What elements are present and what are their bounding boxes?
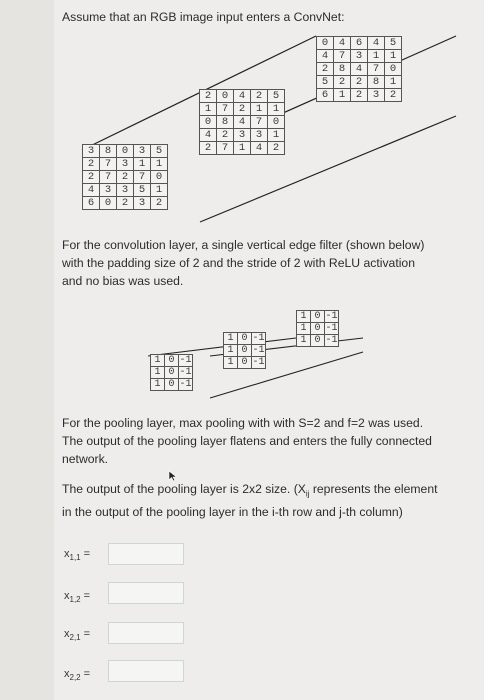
- matrix-cell: 0: [151, 171, 168, 184]
- matrix-cell: 1: [268, 103, 285, 116]
- matrix-cell: 0: [100, 197, 117, 210]
- matrix-cell: 4: [351, 63, 368, 76]
- matrix-row: [83, 197, 168, 210]
- matrix-cell: 4: [234, 116, 251, 129]
- matrix-cell: 1: [234, 142, 251, 155]
- matrix-cell: 1: [268, 129, 285, 142]
- matrix-cell: 0: [165, 367, 179, 379]
- matrix-cell: 2: [251, 90, 268, 103]
- input-channel-back: [316, 36, 402, 102]
- matrix-row: [297, 335, 339, 347]
- matrix-cell: 0: [165, 379, 179, 391]
- matrix-row: [224, 333, 266, 345]
- filter-channel-middle: [223, 332, 266, 369]
- matrix-cell: 2: [334, 76, 351, 89]
- matrix-cell: 3: [134, 145, 151, 158]
- matrix-cell: 0: [311, 335, 325, 347]
- matrix-cell: 0: [217, 90, 234, 103]
- matrix-cell: 1: [200, 103, 217, 116]
- matrix-row: [317, 89, 402, 102]
- matrix-cell: 7: [217, 142, 234, 155]
- matrix-cell: 6: [83, 197, 100, 210]
- matrix-cell: 1: [224, 333, 238, 345]
- matrix-cell: 5: [317, 76, 334, 89]
- matrix-cell: 4: [334, 37, 351, 50]
- matrix-cell: 0: [238, 345, 252, 357]
- matrix-cell: 1: [297, 311, 311, 323]
- matrix-cell: 8: [334, 63, 351, 76]
- matrix-cell: 1: [151, 379, 165, 391]
- matrix-cell: 6: [351, 37, 368, 50]
- matrix-cell: 2: [351, 89, 368, 102]
- matrix-cell: 8: [368, 76, 385, 89]
- matrix-row: [200, 142, 285, 155]
- matrix-cell: 4: [317, 50, 334, 63]
- matrix-cell: 7: [368, 63, 385, 76]
- matrix-cell: 1: [297, 335, 311, 347]
- matrix-cell: 3: [234, 129, 251, 142]
- matrix-cell: 5: [151, 145, 168, 158]
- matrix-row: [200, 103, 285, 116]
- matrix-cell: -1: [325, 323, 338, 334]
- matrix-cell: 1: [297, 323, 311, 335]
- matrix-cell: 1: [224, 357, 238, 369]
- matrix-cell: 0: [117, 145, 134, 158]
- matrix-row: [297, 323, 339, 335]
- matrix-cell: 0: [317, 37, 334, 50]
- matrix-cell: 7: [217, 103, 234, 116]
- matrix-cell: 2: [117, 197, 134, 210]
- matrix-row: [83, 184, 168, 197]
- matrix-row: [83, 145, 168, 158]
- matrix-row: [83, 171, 168, 184]
- matrix-cell: 2: [268, 142, 285, 155]
- pooling-layer-text: For the pooling layer, max pooling with with S=2 and f=2 was used. The output of the pooling layer flatens and enters the fully connected network.: [62, 416, 432, 466]
- matrix-cell: 3: [134, 197, 151, 210]
- x22-label: $x_{2,2}$ =: [64, 668, 91, 683]
- matrix-cell: 1: [151, 355, 165, 367]
- matrix-cell: -1: [252, 345, 265, 356]
- matrix-cell: -1: [325, 335, 338, 346]
- matrix-cell: 0: [311, 311, 325, 323]
- matrix-cell: 1: [368, 50, 385, 63]
- filter-channel-back: [296, 310, 339, 347]
- matrix-row: [151, 355, 193, 367]
- matrix-cell: 3: [117, 158, 134, 171]
- matrix-row: [317, 50, 402, 63]
- matrix-row: [317, 37, 402, 50]
- matrix-cell: 0: [268, 116, 285, 129]
- matrix-cell: 7: [100, 171, 117, 184]
- x12-label: $x_{1,2}$ =: [64, 590, 91, 605]
- matrix-cell: 3: [251, 129, 268, 142]
- matrix-cell: 8: [217, 116, 234, 129]
- matrix-cell: 3: [351, 50, 368, 63]
- matrix-cell: 7: [100, 158, 117, 171]
- x11-input[interactable]: [108, 543, 184, 565]
- x11-label: $x_{1,1}$ =: [64, 548, 91, 563]
- matrix-cell: 0: [311, 323, 325, 335]
- matrix-cell: 2: [83, 171, 100, 184]
- matrix-cell: 2: [317, 63, 334, 76]
- matrix-cell: -1: [179, 355, 192, 366]
- x12-input[interactable]: [108, 582, 184, 604]
- matrix-cell: 3: [368, 89, 385, 102]
- matrix-cell: 5: [268, 90, 285, 103]
- matrix-cell: 0: [238, 357, 252, 369]
- matrix-cell: 1: [334, 89, 351, 102]
- matrix-cell: 7: [334, 50, 351, 63]
- matrix-cell: 0: [385, 63, 402, 76]
- matrix-cell: 3: [100, 184, 117, 197]
- matrix-row: [200, 90, 285, 103]
- matrix-row: [151, 379, 193, 391]
- matrix-cell: 4: [251, 142, 268, 155]
- conv-layer-text: For the convolution layer, a single vertical edge filter (shown below) with the padding size of 2 and the stride of 2 with ReLU activation and no bias was used.: [62, 238, 425, 288]
- matrix-cell: 2: [217, 129, 234, 142]
- matrix-cell: 3: [83, 145, 100, 158]
- pooling-output-text: The output of the pooling layer is 2x2 size. ($X_{ij}$ represents the element in the output of the pooling layer in the i-th row and j-th column): [62, 482, 438, 520]
- matrix-cell: 4: [83, 184, 100, 197]
- matrix-cell: 4: [234, 90, 251, 103]
- matrix-cell: -1: [179, 367, 192, 378]
- matrix-row: [200, 129, 285, 142]
- matrix-cell: 1: [385, 50, 402, 63]
- matrix-cell: 2: [83, 158, 100, 171]
- matrix-row: [200, 116, 285, 129]
- matrix-row: [83, 158, 168, 171]
- matrix-cell: 5: [134, 184, 151, 197]
- input-channel-front: [82, 144, 168, 210]
- x21-label: $x_{2,1}$ =: [64, 628, 91, 643]
- matrix-cell: 1: [385, 76, 402, 89]
- matrix-cell: 2: [117, 171, 134, 184]
- input-channel-middle: [199, 89, 285, 155]
- matrix-cell: 4: [200, 129, 217, 142]
- matrix-cell: 2: [385, 89, 402, 102]
- matrix-cell: 1: [251, 103, 268, 116]
- intro-text: Assume that an RGB image input enters a ConvNet:: [62, 10, 345, 24]
- matrix-cell: 1: [151, 184, 168, 197]
- matrix-cell: 2: [200, 142, 217, 155]
- matrix-cell: 1: [224, 345, 238, 357]
- matrix-cell: -1: [179, 379, 192, 390]
- matrix-row: [297, 311, 339, 323]
- matrix-cell: 1: [134, 158, 151, 171]
- matrix-cell: 0: [238, 333, 252, 345]
- x22-input[interactable]: [108, 660, 184, 682]
- matrix-row: [224, 357, 266, 369]
- matrix-cell: 4: [368, 37, 385, 50]
- matrix-cell: -1: [252, 357, 265, 368]
- matrix-cell: 0: [200, 116, 217, 129]
- matrix-cell: 2: [351, 76, 368, 89]
- matrix-row: [224, 345, 266, 357]
- matrix-cell: 6: [317, 89, 334, 102]
- matrix-row: [317, 63, 402, 76]
- matrix-cell: 1: [151, 367, 165, 379]
- matrix-row: [151, 367, 193, 379]
- matrix-cell: 1: [151, 158, 168, 171]
- matrix-cell: 2: [234, 103, 251, 116]
- matrix-cell: -1: [252, 333, 265, 344]
- matrix-cell: 0: [165, 355, 179, 367]
- matrix-cell: -1: [325, 311, 338, 322]
- matrix-cell: 2: [200, 90, 217, 103]
- x21-input[interactable]: [108, 622, 184, 644]
- matrix-cell: 8: [100, 145, 117, 158]
- matrix-row: [317, 76, 402, 89]
- filter-channel-front: [150, 354, 193, 391]
- matrix-cell: 7: [251, 116, 268, 129]
- matrix-cell: 2: [151, 197, 168, 210]
- matrix-cell: 7: [134, 171, 151, 184]
- matrix-cell: 5: [385, 37, 402, 50]
- matrix-cell: 3: [117, 184, 134, 197]
